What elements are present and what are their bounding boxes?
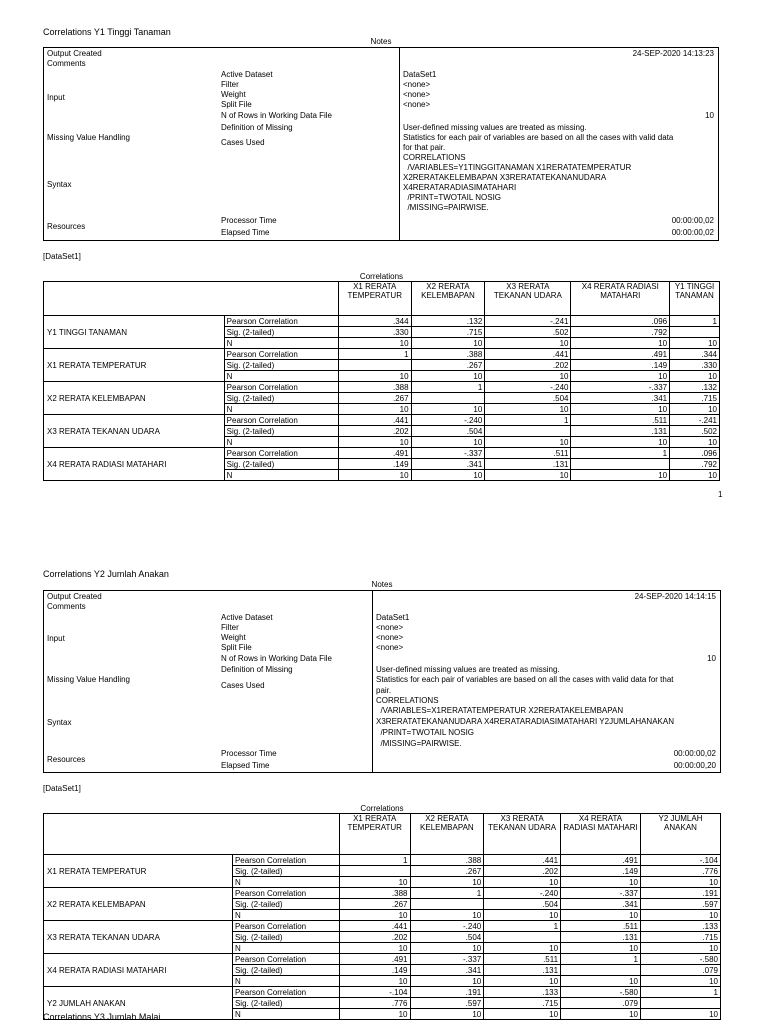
stat-label: Pearson Correlation <box>232 888 339 899</box>
table-cell: 10 <box>411 404 485 415</box>
table-caption: Correlations <box>359 272 404 281</box>
column-header: X1 RERATA TEMPERATUR <box>338 282 411 316</box>
table-cell: .131 <box>485 459 571 470</box>
table-cell: -.240 <box>410 921 484 932</box>
notes-caption: Notes <box>371 580 393 589</box>
table-cell: 10 <box>339 976 410 987</box>
table-cell: .191 <box>640 888 720 899</box>
table-cell: 10 <box>410 877 484 888</box>
table-row <box>44 448 720 459</box>
table-cell: 10 <box>410 1009 484 1020</box>
processor-time-label: Processor Time <box>221 216 277 225</box>
table-cell: .131 <box>484 965 561 976</box>
syntax-line: X4RERATARADIASIMATAHARI <box>403 183 517 192</box>
active-dataset-value: DataSet1 <box>376 613 410 622</box>
stat-label: Sig. (2-tailed) <box>232 965 339 976</box>
table-cell: .792 <box>571 327 670 338</box>
table-cell: .344 <box>338 316 411 327</box>
table-cell: -.104 <box>339 987 410 998</box>
processor-time-value: 00:00:00,02 <box>671 216 714 225</box>
definition-missing-label: Definition of Missing <box>221 123 293 132</box>
table-cell: .511 <box>485 448 571 459</box>
table-cell: .715 <box>640 932 720 943</box>
table-row <box>44 349 720 360</box>
correlations-table-wrapper <box>43 804 721 1020</box>
table-cell: .133 <box>484 987 561 998</box>
table-cell: -.241 <box>485 316 571 327</box>
row-variable-name: X4 RERATA RADIASI MATAHARI <box>44 448 225 481</box>
table-cell: .341 <box>561 899 641 910</box>
table-cell: .131 <box>561 932 641 943</box>
table-cell: 10 <box>571 404 670 415</box>
syntax-line: /VARIABLES=Y1TINGGITANAMAN X1RERATATEMPERATUR <box>403 163 632 172</box>
active-dataset-value: DataSet1 <box>403 70 437 79</box>
table-cell: .597 <box>410 998 484 1009</box>
stat-label: Sig. (2-tailed) <box>232 866 339 877</box>
weight-value: <none> <box>403 90 431 99</box>
stat-label: Sig. (2-tailed) <box>224 426 338 437</box>
section-title: Correlations Y2 Jumlah Anakan <box>43 569 169 579</box>
split-file-label: Split File <box>221 100 252 109</box>
table-cell: 10 <box>670 404 720 415</box>
table-cell: 10 <box>484 943 561 954</box>
table-cell <box>410 899 484 910</box>
row-variable-name: X3 RERATA TEKANAN UDARA <box>44 415 225 448</box>
table-cell: .131 <box>571 426 670 437</box>
dataset-label: [DataSet1] <box>43 252 81 261</box>
table-cell: .202 <box>338 426 411 437</box>
table-row <box>44 316 720 327</box>
processor-time-value: 00:00:00,02 <box>673 749 716 758</box>
stat-label: N <box>232 1009 339 1020</box>
row-variable-name: Y2 JUMLAH ANAKAN <box>44 987 233 1020</box>
notes-divider <box>372 591 373 772</box>
page-number: 1 <box>718 490 723 499</box>
table-cell: .491 <box>571 349 670 360</box>
output-created-label: Output Created <box>47 592 102 601</box>
table-cell: 10 <box>571 338 670 349</box>
comments-label: Comments <box>47 59 86 68</box>
table-cell: 10 <box>640 877 720 888</box>
definition-missing-label: Definition of Missing <box>221 665 293 674</box>
column-header: X3 RERATA TEKANAN UDARA <box>485 282 571 316</box>
table-cell: .388 <box>338 382 411 393</box>
syntax-line: X2RERATAKELEMBAPAN X3RERATATEKANANUDARA <box>403 173 607 182</box>
table-row <box>44 855 721 866</box>
table-row <box>44 987 721 998</box>
table-cell: 10 <box>411 470 485 481</box>
column-header: X4 RERATA RADIASI MATAHARI <box>561 814 641 855</box>
elapsed-time-label: Elapsed Time <box>221 228 270 237</box>
header-blank <box>44 814 340 855</box>
table-cell: .132 <box>670 382 720 393</box>
stat-label: Pearson Correlation <box>224 448 338 459</box>
correlations-table <box>43 272 720 481</box>
column-header: X1 RERATA TEMPERATUR <box>339 814 410 855</box>
table-cell: -.337 <box>410 954 484 965</box>
table-cell: 10 <box>561 910 641 921</box>
table-cell: .341 <box>571 393 670 404</box>
table-row <box>44 954 721 965</box>
table-cell: .441 <box>339 921 410 932</box>
definition-missing-value: User-defined missing values are treated as missing. <box>376 665 560 674</box>
stat-label: N <box>224 404 338 415</box>
filter-label: Filter <box>221 623 239 632</box>
table-cell: 10 <box>338 437 411 448</box>
table-cell: 10 <box>485 371 571 382</box>
table-cell: .597 <box>640 899 720 910</box>
table-header-row <box>44 282 720 316</box>
table-row <box>44 888 721 899</box>
active-dataset-label: Active Dataset <box>221 613 273 622</box>
table-cell: 10 <box>670 437 720 448</box>
table-cell: .504 <box>484 899 561 910</box>
table-cell: .079 <box>561 998 641 1009</box>
syntax-line: /MISSING=PAIRWISE. <box>403 203 489 212</box>
definition-missing-value: User-defined missing values are treated as missing. <box>403 123 587 132</box>
row-variable-name: X2 RERATA KELEMBAPAN <box>44 382 225 415</box>
table-cell: 10 <box>339 943 410 954</box>
table-header-row <box>44 814 721 855</box>
table-cell: .441 <box>484 855 561 866</box>
cases-used-value-line2: for that pair. <box>403 143 446 152</box>
header-blank <box>44 282 339 316</box>
cases-used-value-line2: pair. <box>376 686 392 695</box>
syntax-label: Syntax <box>47 718 72 727</box>
stat-label: Pearson Correlation <box>232 987 339 998</box>
table-cell: .502 <box>670 426 720 437</box>
elapsed-time-label: Elapsed Time <box>221 761 270 770</box>
table-cell: .133 <box>640 921 720 932</box>
table-cell: 10 <box>484 976 561 987</box>
table-cell: 10 <box>485 437 571 448</box>
notes-caption: Notes <box>370 37 392 46</box>
table-cell: -.240 <box>411 415 485 426</box>
table-cell: 10 <box>484 877 561 888</box>
table-cell: .267 <box>410 866 484 877</box>
table-cell: 10 <box>561 976 641 987</box>
table-cell: 10 <box>561 943 641 954</box>
elapsed-time-value: 00:00:00,20 <box>673 761 716 770</box>
table-cell: 10 <box>338 404 411 415</box>
table-cell: .096 <box>670 448 720 459</box>
table-cell: -.240 <box>485 382 571 393</box>
table-cell: 1 <box>338 349 411 360</box>
syntax-line: CORRELATIONS <box>403 153 466 162</box>
table-cell: 1 <box>410 888 484 899</box>
table-cell: .267 <box>339 899 410 910</box>
table-cell: .202 <box>485 360 571 371</box>
table-cell: 10 <box>339 1009 410 1020</box>
table-cell <box>339 866 410 877</box>
table-caption: Correlations <box>360 804 404 813</box>
stat-label: Pearson Correlation <box>232 921 339 932</box>
weight-label: Weight <box>221 90 246 99</box>
table-cell: 10 <box>670 470 720 481</box>
table-cell: .079 <box>640 965 720 976</box>
table-cell <box>670 327 720 338</box>
table-cell: .491 <box>561 855 641 866</box>
table-cell: .504 <box>411 426 485 437</box>
table-caption-row <box>44 804 721 814</box>
output-created-label: Output Created <box>47 49 102 58</box>
processor-time-label: Processor Time <box>221 749 277 758</box>
table-cell: -.240 <box>484 888 561 899</box>
row-variable-name: X1 RERATA TEMPERATUR <box>44 855 233 888</box>
stat-label: Sig. (2-tailed) <box>232 932 339 943</box>
cases-used-label: Cases Used <box>221 681 265 690</box>
table-cell: 10 <box>561 877 641 888</box>
resources-label: Resources <box>47 222 86 231</box>
table-cell: 10 <box>571 437 670 448</box>
table-cell: 10 <box>338 371 411 382</box>
stat-label: N <box>232 976 339 987</box>
table-cell: 10 <box>411 371 485 382</box>
table-cell: 10 <box>411 437 485 448</box>
table-cell: .330 <box>670 360 720 371</box>
table-cell: 1 <box>339 855 410 866</box>
column-header: X4 RERATA RADIASI MATAHARI <box>571 282 670 316</box>
table-cell: .344 <box>670 349 720 360</box>
input-label: Input <box>47 93 65 102</box>
split-file-value: <none> <box>403 100 431 109</box>
split-file-label: Split File <box>221 643 252 652</box>
table-cell: 10 <box>410 943 484 954</box>
stat-label: N <box>224 437 338 448</box>
syntax-line: /VARIABLES=X1RERATATEMPERATUR X2RERATAKELEMBAPAN <box>376 706 624 715</box>
stat-label: N <box>224 371 338 382</box>
table-cell: .776 <box>640 866 720 877</box>
table-cell: .149 <box>339 965 410 976</box>
resources-label: Resources <box>47 755 86 764</box>
stat-label: Sig. (2-tailed) <box>232 998 339 1009</box>
table-cell: -.337 <box>561 888 641 899</box>
column-header: X2 RERATA KELEMBAPAN <box>410 814 484 855</box>
table-cell: 1 <box>485 415 571 426</box>
stat-label: Pearson Correlation <box>224 316 338 327</box>
table-cell: 10 <box>484 910 561 921</box>
table-cell: 10 <box>640 1009 720 1020</box>
output-created-value: 24-SEP-2020 14:13:23 <box>632 49 714 58</box>
table-cell: .441 <box>485 349 571 360</box>
table-cell: 10 <box>411 338 485 349</box>
column-header: X3 RERATA TEKANAN UDARA <box>484 814 561 855</box>
next-section-title: Correlations Y3 Jumlah Malai <box>43 1012 161 1022</box>
stat-label: Sig. (2-tailed) <box>224 393 338 404</box>
weight-value: <none> <box>376 633 404 642</box>
table-cell: .441 <box>338 415 411 426</box>
stat-label: Pearson Correlation <box>232 855 339 866</box>
table-cell: .511 <box>561 921 641 932</box>
table-cell: .330 <box>338 327 411 338</box>
table-cell: 10 <box>670 338 720 349</box>
table-cell: 10 <box>485 404 571 415</box>
table-cell: .267 <box>411 360 485 371</box>
row-variable-name: X4 RERATA RADIASI MATAHARI <box>44 954 233 987</box>
table-cell: 10 <box>640 910 720 921</box>
n-rows-value: 10 <box>707 654 716 663</box>
row-variable-name: X1 RERATA TEMPERATUR <box>44 349 225 382</box>
table-cell: .504 <box>410 932 484 943</box>
column-header: Y2 JUMLAH ANAKAN <box>640 814 720 855</box>
n-rows-label: N of Rows in Working Data File <box>221 111 332 120</box>
table-cell: 10 <box>561 1009 641 1020</box>
table-caption-row <box>44 272 720 282</box>
stat-label: N <box>232 943 339 954</box>
table-cell: 10 <box>338 338 411 349</box>
table-cell <box>485 426 571 437</box>
table-cell: -.580 <box>561 987 641 998</box>
elapsed-time-value: 00:00:00,02 <box>671 228 714 237</box>
table-cell <box>484 932 561 943</box>
table-cell: -.337 <box>411 448 485 459</box>
table-cell: 10 <box>571 371 670 382</box>
row-variable-name: Y1 TINGGI TANAMAN <box>44 316 225 349</box>
table-cell: 10 <box>571 470 670 481</box>
table-cell: 1 <box>484 921 561 932</box>
row-variable-name: X3 RERATA TEKANAN UDARA <box>44 921 233 954</box>
row-variable-name: X2 RERATA KELEMBAPAN <box>44 888 233 921</box>
table-cell: .191 <box>410 987 484 998</box>
table-cell: .511 <box>571 415 670 426</box>
table-cell: .491 <box>338 448 411 459</box>
stat-label: Pearson Correlation <box>224 349 338 360</box>
table-row <box>44 382 720 393</box>
table-cell: .504 <box>485 393 571 404</box>
stat-label: Pearson Correlation <box>224 382 338 393</box>
notes-table <box>43 47 719 241</box>
table-cell: .792 <box>670 459 720 470</box>
weight-label: Weight <box>221 633 246 642</box>
table-cell: 10 <box>339 910 410 921</box>
filter-value: <none> <box>376 623 404 632</box>
table-cell: .096 <box>571 316 670 327</box>
stat-label: N <box>224 470 338 481</box>
table-cell: .715 <box>670 393 720 404</box>
table-cell: .776 <box>339 998 410 1009</box>
table-cell: .388 <box>339 888 410 899</box>
table-row <box>44 415 720 426</box>
stat-label: Sig. (2-tailed) <box>232 899 339 910</box>
stat-label: Pearson Correlation <box>232 954 339 965</box>
filter-value: <none> <box>403 80 431 89</box>
table-row <box>44 921 721 932</box>
table-cell: .267 <box>338 393 411 404</box>
table-cell: .511 <box>484 954 561 965</box>
table-cell: .388 <box>411 349 485 360</box>
table-cell: -.580 <box>640 954 720 965</box>
table-cell: 10 <box>485 338 571 349</box>
section-title: Correlations Y1 Tinggi Tanaman <box>43 27 171 37</box>
table-cell: -.104 <box>640 855 720 866</box>
split-file-value: <none> <box>376 643 404 652</box>
table-cell: 1 <box>411 382 485 393</box>
input-label: Input <box>47 634 65 643</box>
syntax-line: /MISSING=PAIRWISE. <box>376 739 462 748</box>
stat-label: N <box>232 910 339 921</box>
table-cell <box>640 998 720 1009</box>
table-cell: .502 <box>485 327 571 338</box>
n-rows-value: 10 <box>705 111 714 120</box>
table-cell: .388 <box>410 855 484 866</box>
filter-label: Filter <box>221 80 239 89</box>
syntax-line: /PRINT=TWOTAIL NOSIG <box>403 193 502 202</box>
n-rows-label: N of Rows in Working Data File <box>221 654 332 663</box>
comments-label: Comments <box>47 602 86 611</box>
table-cell: .715 <box>484 998 561 1009</box>
table-cell: .149 <box>338 459 411 470</box>
table-cell <box>338 360 411 371</box>
stat-label: Sig. (2-tailed) <box>224 360 338 371</box>
cases-used-value-line1: Statistics for each pair of variables are based on all the cases with valid data for that <box>376 675 674 684</box>
table-cell: 1 <box>561 954 641 965</box>
syntax-line: /PRINT=TWOTAIL NOSIG <box>376 728 475 737</box>
table-cell: 10 <box>640 976 720 987</box>
table-cell: .491 <box>339 954 410 965</box>
table-cell: .132 <box>411 316 485 327</box>
table-cell: -.241 <box>670 415 720 426</box>
table-cell: .341 <box>410 965 484 976</box>
output-created-value: 24-SEP-2020 14:14:15 <box>634 592 716 601</box>
table-cell <box>561 965 641 976</box>
table-cell: 10 <box>338 470 411 481</box>
table-cell: 10 <box>670 371 720 382</box>
table-cell: 10 <box>484 1009 561 1020</box>
table-cell: 10 <box>485 470 571 481</box>
notes-table <box>43 590 721 773</box>
table-cell: 1 <box>670 316 720 327</box>
column-header: X2 RERATA KELEMBAPAN <box>411 282 485 316</box>
stat-label: Pearson Correlation <box>224 415 338 426</box>
table-cell: 10 <box>339 877 410 888</box>
table-cell: .202 <box>484 866 561 877</box>
table-cell: 10 <box>640 943 720 954</box>
table-cell: .149 <box>571 360 670 371</box>
stat-label: Sig. (2-tailed) <box>224 327 338 338</box>
correlations-table-wrapper <box>43 272 720 481</box>
stat-label: Sig. (2-tailed) <box>224 459 338 470</box>
cases-used-label: Cases Used <box>221 138 265 147</box>
table-cell: 10 <box>410 976 484 987</box>
table-cell <box>571 459 670 470</box>
table-cell: .715 <box>411 327 485 338</box>
syntax-label: Syntax <box>47 180 72 189</box>
notes-divider <box>399 48 400 240</box>
correlations-table <box>43 804 721 1020</box>
table-cell: 1 <box>571 448 670 459</box>
dataset-label: [DataSet1] <box>43 784 81 793</box>
table-cell: 10 <box>410 910 484 921</box>
table-cell: .341 <box>411 459 485 470</box>
missing-value-handling-label: Missing Value Handling <box>47 133 131 142</box>
cases-used-value-line1: Statistics for each pair of variables are based on all the cases with valid data <box>403 133 674 142</box>
table-cell: .149 <box>561 866 641 877</box>
table-cell: 1 <box>640 987 720 998</box>
stat-label: N <box>224 338 338 349</box>
table-cell <box>411 393 485 404</box>
missing-value-handling-label: Missing Value Handling <box>47 675 131 684</box>
active-dataset-label: Active Dataset <box>221 70 273 79</box>
table-cell: -.337 <box>571 382 670 393</box>
table-cell: .202 <box>339 932 410 943</box>
stat-label: N <box>232 877 339 888</box>
syntax-line: CORRELATIONS <box>376 696 439 705</box>
syntax-line: X3RERATATEKANANUDARA X4RERATARADIASIMATAHARI Y2JUMLAHANAKAN <box>376 717 674 726</box>
column-header: Y1 TINGGI TANAMAN <box>670 282 720 316</box>
